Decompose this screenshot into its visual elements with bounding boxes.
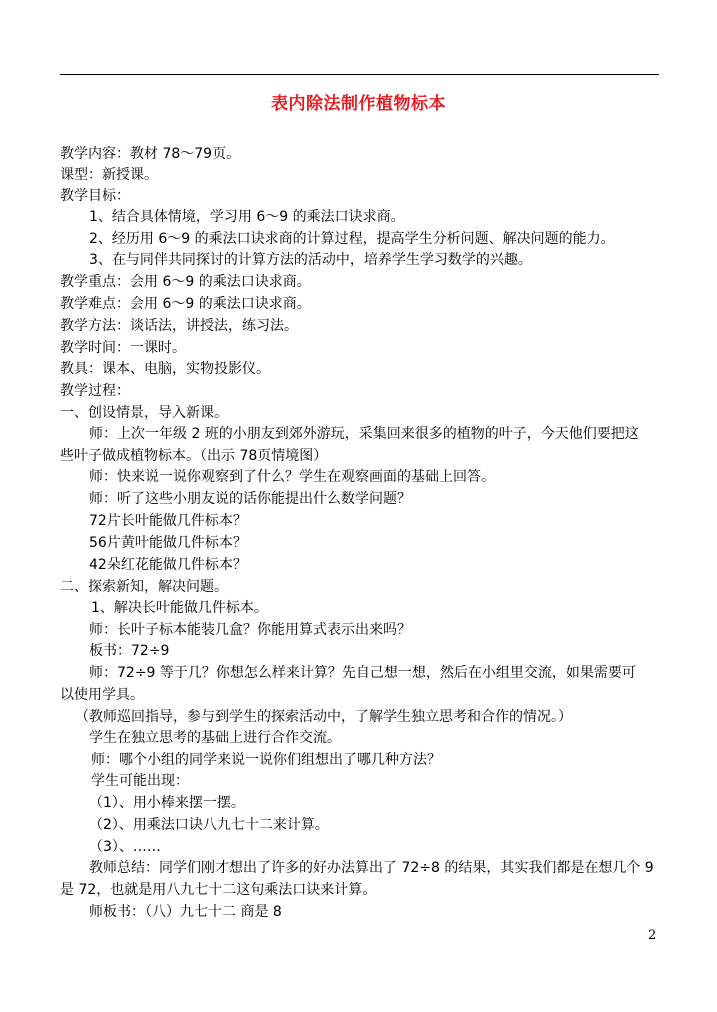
page-number: 2 <box>648 928 657 943</box>
text-line: 板书：72÷9 <box>89 643 170 659</box>
text-line: 教师总结：同学们刚才想出了许多的好办法算出了 72÷8 的结果，其实我们都是在想几个 9 <box>89 860 654 876</box>
text-line: 师：长叶子标本能装几盒？你能用算式表示出来吗？ <box>89 622 411 638</box>
text-line: 教具：课本、电脑，实物投影仪。 <box>60 361 270 377</box>
text-line: 课型：新授课。 <box>60 167 158 183</box>
text-line: （3）、…… <box>89 839 161 855</box>
header-rule <box>60 74 659 75</box>
text-line: 师：听了这些小朋友说的话你能提出什么数学问题？ <box>89 491 411 507</box>
text-line: （教师巡回指导，参与到学生的探索活动中，了解学生独立思考和合作的情况。） <box>75 709 572 725</box>
text-line: 是 72，也就是用八九七十二这句乘法口诀来计算。 <box>60 882 377 898</box>
text-line: 师：哪个小组的同学来说一说你们组想出了哪几种方法？ <box>91 752 441 768</box>
section-heading: 一、创设情景，导入新课。 <box>60 405 228 421</box>
text-line: 教学内容：教材 78～79页。 <box>60 146 241 162</box>
document-title: 表内除法制作植物标本 <box>271 94 446 114</box>
text-line: 3、在与同伴共同探讨的计算方法的活动中，培养学生学习数学的兴趣。 <box>89 252 532 268</box>
text-line: 师板书：（八）九七十二 商是 8 <box>89 904 282 920</box>
text-line: 教学时间：一课时。 <box>60 340 186 356</box>
text-line: （1）、用小棒来摆一摆。 <box>89 795 245 811</box>
text-line: （2）、用乘法口诀八九七十二来计算。 <box>89 817 329 833</box>
text-line: 2、经历用 6～9 的乘法口诀求商的计算过程，提高学生分析问题、解决问题的能力。 <box>89 231 615 247</box>
text-line: 师：72÷9 等于几？你想怎么样来计算？先自己想一想，然后在小组里交流，如果需要可 <box>89 665 636 681</box>
text-line: 师：上次一年级 2 班的小朋友到郊外游玩，采集回来很多的植物的叶子，今天他们要把这 <box>89 426 639 442</box>
text-line: 教学方法：谈话法，讲授法，练习法。 <box>60 318 298 334</box>
text-line: 学生在独立思考的基础上进行合作交流。 <box>89 730 341 746</box>
text-line: 学生可能出现： <box>91 773 189 789</box>
text-line: 以使用学具。 <box>60 687 144 703</box>
text-line: 教学目标： <box>60 188 130 204</box>
text-line: 1、结合具体情境，学习用 6～9 的乘法口诀求商。 <box>89 209 405 225</box>
text-line: 教学过程： <box>60 383 130 399</box>
text-line: 72片长叶能做几件标本？ <box>89 513 247 529</box>
text-line: 些叶子做成植物标本。（出示 78页情境图） <box>60 448 328 464</box>
text-line: 教学难点：会用 6～9 的乘法口诀求商。 <box>60 296 311 312</box>
text-line: 42朵红花能做几件标本？ <box>89 557 247 573</box>
section-heading: 二、探索新知，解决问题。 <box>60 579 228 595</box>
text-line: 56片黄叶能做几件标本？ <box>89 535 247 551</box>
text-line: 1、解决长叶能做几件标本。 <box>91 600 268 616</box>
text-line: 师：快来说一说你观察到了什么？学生在观察画面的基础上回答。 <box>89 469 495 485</box>
text-line: 教学重点：会用 6～9 的乘法口诀求商。 <box>60 274 311 290</box>
